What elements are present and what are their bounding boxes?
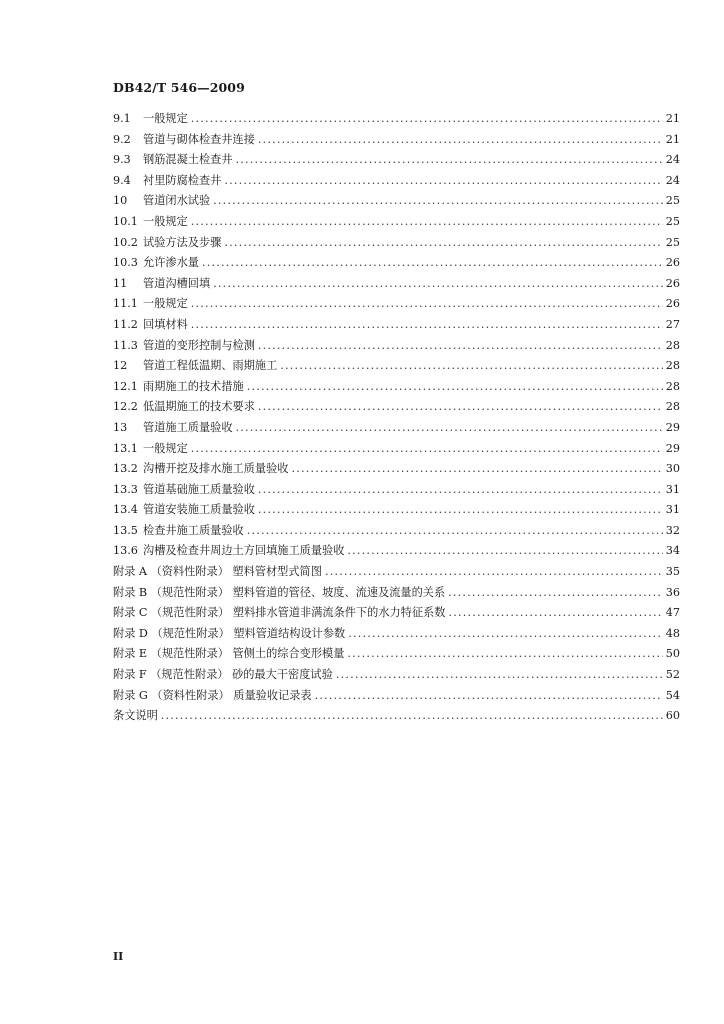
toc-entry[interactable]	[113, 275, 680, 296]
toc-entry-page: 54	[665, 688, 680, 702]
toc-leader-dots	[325, 565, 663, 578]
toc-entry-page: 25	[665, 235, 680, 249]
toc-entry-page: 24	[665, 173, 680, 187]
toc-entry-page: 52	[665, 668, 680, 682]
toc-entry-title: 一般规定	[143, 214, 188, 228]
toc-entry-page: 24	[665, 153, 680, 167]
toc-entry-title: 管道的变形控制与检测	[143, 338, 255, 352]
toc-entry-page: 36	[665, 585, 680, 599]
toc-entry[interactable]	[113, 398, 680, 419]
toc-entry-page: 35	[665, 565, 680, 579]
toc-entry-number: 11.2	[113, 317, 138, 331]
toc-entry-title: 管道基础施工质量验收	[143, 482, 255, 496]
toc-entry-number: 13.1	[113, 441, 138, 455]
toc-leader-dots	[191, 318, 663, 331]
toc-entry-title: 附录 F （规范性附录） 砂的最大干密度试验	[113, 668, 333, 682]
toc-leader-dots	[348, 627, 663, 640]
toc-leader-dots	[247, 380, 663, 393]
toc-entry-page: 28	[665, 400, 680, 414]
toc-leader-dots	[347, 647, 662, 660]
toc-leader-dots	[280, 359, 662, 372]
toc-leader-dots	[191, 215, 663, 228]
toc-entry-title: 管道与砌体检查井连接	[143, 132, 255, 146]
toc-entry-number: 11.1	[113, 297, 138, 311]
toc-entry-page: 27	[665, 317, 680, 331]
toc-entry-title: 附录 G （资料性附录） 质量验收记录表	[113, 688, 312, 702]
toc-entry[interactable]	[113, 357, 680, 378]
toc-entry-number: 9.2	[113, 132, 131, 146]
toc-leader-dots	[336, 668, 663, 681]
toc-leader-dots	[448, 606, 662, 619]
toc-entry-number: 9.3	[113, 153, 131, 167]
toc-appendix-entry[interactable]	[113, 625, 680, 646]
toc-entry-page: 48	[665, 626, 680, 640]
toc-appendix-entry[interactable]	[113, 563, 680, 584]
toc-entry[interactable]	[113, 213, 680, 234]
toc-entry[interactable]	[113, 151, 680, 172]
toc-entry-title: 附录 E （规范性附录） 管侧土的综合变形模量	[113, 647, 345, 661]
toc-entry[interactable]	[113, 192, 680, 213]
toc-entry-page: 31	[665, 482, 680, 496]
toc-entry-page: 47	[665, 606, 680, 620]
toc-leader-dots	[258, 133, 663, 146]
toc-entry-title: 附录 B （规范性附录） 塑料管道的管径、坡度、流速及流量的关系	[113, 585, 446, 599]
toc-entry-title: 附录 D （规范性附录） 塑料管道结构设计参数	[113, 626, 346, 640]
toc-leader-dots	[315, 689, 663, 702]
toc-entry[interactable]	[113, 316, 680, 337]
toc-entry-page: 32	[665, 523, 680, 537]
toc-leader-dots	[347, 544, 662, 557]
toc-entry-page: 26	[665, 256, 680, 270]
toc-entry-title: 管道闭水试验	[143, 194, 211, 208]
toc-entry-number: 13.2	[113, 462, 138, 476]
toc-entry-title: 条文说明	[113, 709, 158, 723]
toc-entry[interactable]	[113, 501, 680, 522]
toc-entry[interactable]	[113, 419, 680, 440]
toc-entry-title: 附录 A （资料性附录） 塑料管材型式简图	[113, 565, 322, 579]
toc-entry-number: 13.3	[113, 482, 138, 496]
toc-leader-dots	[213, 277, 663, 290]
toc-entry[interactable]	[113, 172, 680, 193]
toc-entry-title: 管道沟槽回填	[143, 276, 211, 290]
toc-entry-number: 9.4	[113, 173, 131, 187]
toc-entry-page: 26	[665, 276, 680, 290]
toc-entry-title: 一般规定	[143, 441, 188, 455]
toc-entry-number: 10.2	[113, 235, 138, 249]
toc-entry-page: 28	[665, 379, 680, 393]
toc-entry-title: 一般规定	[143, 112, 188, 125]
toc-entry[interactable]	[113, 440, 680, 461]
toc-entry-page: 29	[665, 441, 680, 455]
toc-leader-dots	[258, 339, 663, 352]
toc-entry-title: 回填材料	[143, 317, 188, 331]
toc-appendix-entry[interactable]	[113, 604, 680, 625]
toc-entry-title: 检查井施工质量验收	[143, 523, 244, 537]
toc-leader-dots	[258, 400, 663, 413]
toc-appendix-entry[interactable]	[113, 584, 680, 605]
toc-leader-dots	[213, 194, 663, 207]
toc-entry[interactable]	[113, 481, 680, 502]
toc-entry-title: 雨期施工的技术措施	[143, 379, 244, 393]
toc-appendix-entry[interactable]	[113, 666, 680, 687]
toc-leader-dots	[258, 503, 663, 516]
toc-leader-dots	[236, 153, 663, 166]
toc-leader-dots	[191, 297, 663, 310]
toc-leader-dots	[202, 256, 663, 269]
toc-entry-number: 13.6	[113, 544, 138, 558]
toc-leader-dots	[258, 483, 663, 496]
toc-entry[interactable]	[113, 460, 680, 481]
toc-entry[interactable]	[113, 542, 680, 563]
toc-leader-dots	[191, 112, 663, 125]
document-code: DB42/T 546—2009	[113, 80, 245, 95]
toc-entry-number: 10.1	[113, 214, 138, 228]
toc-entry-page: 28	[665, 359, 680, 373]
toc-entry-title: 试验方法及步骤	[143, 235, 222, 249]
toc-leader-dots	[191, 442, 663, 455]
toc-entry-number: 13	[113, 420, 128, 434]
toc-leader-dots	[224, 174, 662, 187]
toc-entry-page: 60	[665, 709, 680, 723]
toc-entry-number: 10	[113, 194, 128, 208]
toc-entry[interactable]	[113, 378, 680, 399]
toc-leader-dots	[448, 586, 663, 599]
toc-entry[interactable]	[113, 131, 680, 152]
toc-entry-number: 12.2	[113, 400, 138, 414]
toc-entry-page: 26	[665, 297, 680, 311]
toc-entry-title: 沟槽及检查井周边土方回填施工质量验收	[143, 544, 345, 558]
toc-entry-page: 34	[665, 544, 680, 558]
toc-entry-number: 12	[113, 359, 128, 373]
toc-entry-title: 管道工程低温期、雨期施工	[143, 359, 278, 373]
toc-entry-title: 管道施工质量验收	[143, 420, 233, 434]
toc-entry[interactable]	[113, 110, 680, 131]
toc-entry-title: 管道安装施工质量验收	[143, 503, 255, 517]
toc-leader-dots	[161, 709, 663, 722]
toc-entry-number: 10.3	[113, 256, 138, 270]
toc-entry-page: 50	[665, 647, 680, 661]
toc-entry-number: 12.1	[113, 379, 138, 393]
toc-entry-title: 附录 C （规范性附录） 塑料排水管道非满流条件下的水力特征系数	[113, 606, 446, 620]
toc-appendix-entry[interactable]	[113, 687, 680, 708]
toc-entry[interactable]	[113, 234, 680, 255]
toc-entry-page: 29	[665, 420, 680, 434]
toc-entry-page: 31	[665, 503, 680, 517]
toc-entry-title: 衬里防腐检查井	[143, 173, 222, 187]
toc-entry-title: 钢筋混凝土检查井	[143, 153, 233, 167]
toc-entry-number: 13.5	[113, 523, 138, 537]
toc-entry-number: 9.1	[113, 112, 131, 125]
toc-entry-title: 低温期施工的技术要求	[143, 400, 255, 414]
toc-entry[interactable]	[113, 337, 680, 358]
toc-entry-page: 25	[665, 214, 680, 228]
toc-leader-dots	[291, 462, 662, 475]
toc-entry-number: 11	[113, 276, 128, 290]
toc-entry-title: 一般规定	[143, 297, 188, 311]
toc-entry-page: 30	[665, 462, 680, 476]
toc-entry[interactable]	[113, 295, 680, 316]
toc-entry-page: 21	[665, 132, 680, 146]
toc-entry[interactable]	[113, 522, 680, 543]
toc-entry-page: 21	[665, 112, 680, 125]
toc-leader-dots	[224, 236, 662, 249]
toc-explanation-entry[interactable]	[113, 707, 680, 728]
toc-entry-number: 13.4	[113, 503, 138, 517]
toc-entry-title: 允许渗水量	[143, 256, 199, 270]
toc-entry[interactable]	[113, 254, 680, 275]
toc-entry-number: 11.3	[113, 338, 138, 352]
page-number: II	[113, 950, 124, 963]
toc-entry-page: 25	[665, 194, 680, 208]
table-of-contents	[113, 110, 680, 728]
toc-leader-dots	[236, 421, 663, 434]
toc-entry-page: 28	[665, 338, 680, 352]
toc-appendix-entry[interactable]	[113, 645, 680, 666]
toc-entry-title: 沟槽开挖及排水施工质量验收	[143, 462, 289, 476]
toc-leader-dots	[247, 524, 663, 537]
